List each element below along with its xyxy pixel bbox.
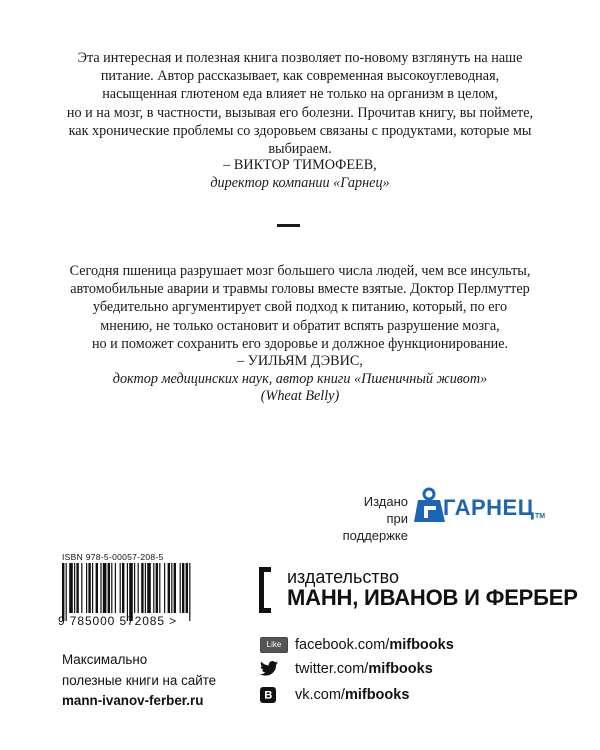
barcode-bar bbox=[115, 563, 116, 613]
barcode-bar bbox=[153, 563, 154, 613]
barcode-bar bbox=[189, 563, 190, 621]
vk-handle: mifbooks bbox=[344, 687, 410, 703]
quote-line: питание. Автор рассказывает, как современная высокоуглеводная, bbox=[100, 68, 500, 85]
barcode-bar bbox=[156, 563, 158, 613]
publisher-label: издательство bbox=[287, 567, 399, 587]
vk-icon bbox=[260, 687, 276, 703]
twitter-prefix: twitter.com/ bbox=[295, 661, 369, 677]
barcode-bar bbox=[76, 563, 78, 613]
author-name: – УИЛЬЯМ ДЭВИС, bbox=[237, 353, 363, 369]
quote-line: но и на мозг, в частности, вызывая его болезни. Прочитав книгу, вы поймете, bbox=[66, 104, 534, 121]
facebook-handle: mifbooks bbox=[389, 637, 454, 653]
support-caption bbox=[338, 493, 408, 544]
quote-line: как хронические проблемы со здоровьем связаны с продуктами, которые мы bbox=[68, 122, 532, 139]
vk-prefix: vk.com/ bbox=[295, 687, 345, 703]
quote-line: автомобильные аварии и травмы головы вместе взятые. Доктор Перлмуттер bbox=[70, 281, 530, 298]
garnets-logo bbox=[414, 486, 544, 526]
author-timofeev bbox=[60, 157, 540, 192]
barcode-bar bbox=[145, 563, 146, 613]
website-link[interactable]: mann-ivanov-ferber.ru bbox=[62, 693, 204, 708]
quote-line: мнению, не только остановит и обратит вспять разрушение мозга, bbox=[100, 317, 500, 334]
author-role: директор компании «Гарнец» bbox=[210, 174, 390, 191]
author-name: – ВИКТОР ТИМОФЕЕВ, bbox=[223, 157, 377, 173]
barcode-bar bbox=[96, 563, 98, 613]
barcode-bar bbox=[164, 563, 165, 613]
barcode-bar bbox=[168, 563, 170, 613]
author-role: доктор медицинских наук, автор книги «Пшеничный живот» bbox=[112, 370, 488, 387]
barcode-bar bbox=[141, 563, 143, 613]
barcode-bar bbox=[62, 563, 64, 621]
barcode-bar bbox=[186, 563, 188, 613]
barcode-bar bbox=[108, 563, 110, 613]
barcode-bar bbox=[147, 563, 151, 613]
promo-line: Максимально bbox=[62, 652, 148, 667]
quote-davis bbox=[60, 262, 540, 353]
quote-line: насыщенная глютеном еда влияет не только на организм в целом, bbox=[102, 86, 498, 103]
twitter-bird-icon bbox=[260, 661, 278, 676]
promo-line: полезные книги на сайте bbox=[62, 672, 217, 688]
barcode-bar bbox=[120, 563, 121, 613]
facebook-prefix: facebook.com/ bbox=[295, 637, 390, 653]
publisher-name: МАНН, ИВАНОВ И ФЕРБЕР bbox=[287, 585, 578, 610]
barcode-bar bbox=[69, 563, 73, 613]
logo-tm: TM bbox=[535, 513, 546, 520]
logo-text: ГАРНЕЦ bbox=[443, 495, 535, 520]
isbn-label: ISBN 978-5-00057-208-5 bbox=[62, 552, 164, 562]
quote-line: Эта интересная и полезная книга позволяет по-новому взглянуть на наше bbox=[77, 50, 523, 66]
support-line: Издано bbox=[363, 494, 408, 509]
barcode-bar bbox=[111, 563, 112, 613]
barcode-bar bbox=[122, 563, 124, 613]
quote-line: выбираем. bbox=[268, 141, 332, 158]
quote-line: Сегодня пшеница разрушает мозг большего числа людей, чем все инсульты, bbox=[69, 263, 531, 279]
publisher-bracket-icon bbox=[259, 567, 264, 613]
quote-line: но и поможет сохранить его здоровье и должное функционирование. bbox=[91, 335, 509, 352]
barcode-bar bbox=[66, 563, 67, 621]
barcode-bar bbox=[159, 563, 160, 613]
like-label: Like bbox=[266, 640, 282, 649]
support-line: при поддержке bbox=[342, 511, 408, 543]
author-role-book: (Wheat Belly) bbox=[260, 388, 340, 405]
barcode-bar bbox=[182, 563, 184, 613]
barcode-bar bbox=[180, 563, 181, 613]
barcode-bar bbox=[100, 563, 101, 613]
barcode-bar bbox=[129, 563, 133, 621]
barcode-bar bbox=[88, 563, 90, 613]
barcode-bar bbox=[92, 563, 93, 613]
quote-timofeev bbox=[60, 49, 540, 158]
promo-block bbox=[62, 650, 216, 712]
barcode-bar bbox=[103, 563, 107, 613]
barcode-digits: 9 785000 572085 > bbox=[58, 614, 178, 628]
section-divider bbox=[277, 224, 300, 227]
quote-line: убедительно аргументирует свой подход к питанию, который, по его bbox=[92, 299, 508, 316]
barcode-bar bbox=[81, 563, 82, 613]
barcode-bar bbox=[74, 563, 75, 613]
barcode-bar bbox=[174, 563, 176, 613]
author-davis bbox=[60, 353, 540, 406]
barcode-bar bbox=[134, 563, 135, 613]
twitter-handle: mifbooks bbox=[368, 661, 433, 677]
barcode-bar bbox=[127, 563, 128, 621]
barcode-bar bbox=[138, 563, 139, 613]
barcode-bar bbox=[86, 563, 87, 613]
facebook-like-icon bbox=[260, 637, 288, 653]
barcode-bar bbox=[171, 563, 172, 613]
